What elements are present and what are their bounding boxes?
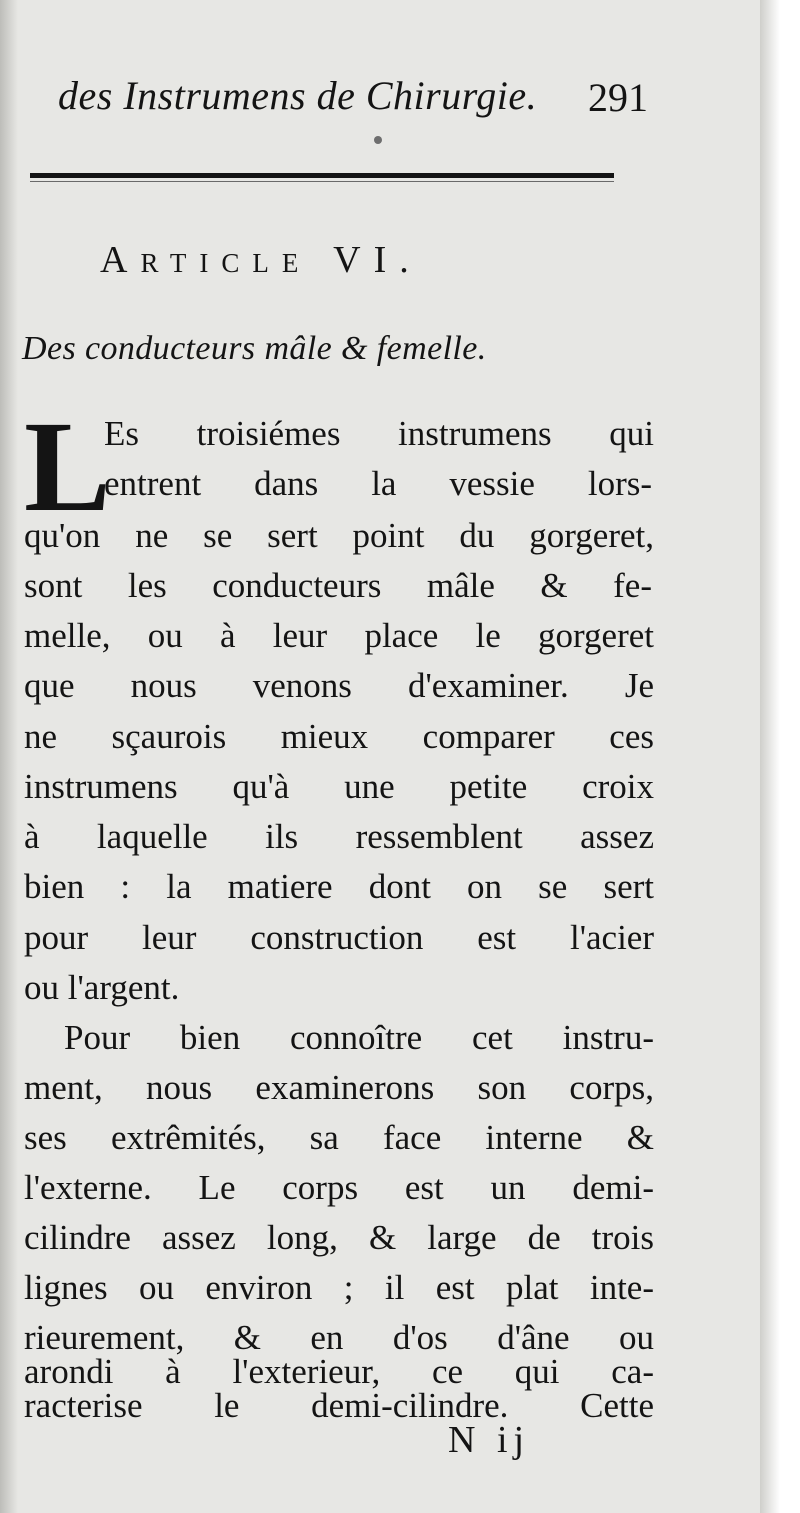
text-line: racterise le demi-cilindre. Cette <box>24 1386 654 1425</box>
running-head-title: des Instrumens de Chirurgie. <box>58 73 538 118</box>
text-line: l'externe. Le corps est un demi- <box>24 1168 654 1207</box>
text-line: ou l'argent. <box>24 968 180 1007</box>
text-line: ses extrêmités, sa face interne & <box>24 1118 654 1157</box>
text-line: instrumens qu'à une petite croix <box>24 767 654 806</box>
page-number: 291 <box>588 75 648 120</box>
text-line: pour leur construction est l'acier <box>24 918 654 957</box>
text-line: sont les conducteurs mâle & fe- <box>24 566 652 605</box>
drop-cap: L <box>24 395 111 539</box>
section-subtitle: Des conducteurs mâle & femelle. <box>22 330 487 367</box>
text-line: à laquelle ils ressemblent assez <box>24 817 654 856</box>
running-head <box>58 72 648 128</box>
text-line: bien : la matiere dont on se sert <box>24 867 654 906</box>
text-line: lignes ou environ ; il est plat inte- <box>24 1268 654 1307</box>
page-edge <box>760 0 780 1513</box>
text-line: qu'on ne se sert point du gorgeret, <box>24 516 654 555</box>
text-line: cilindre assez long, & large de trois <box>24 1218 654 1257</box>
ink-blot <box>374 136 382 144</box>
article-heading: Article VI. <box>100 239 422 281</box>
catchword: N ij <box>448 1419 531 1461</box>
text-line: arondi à l'exterieur, ce qui ca- <box>24 1352 654 1391</box>
text-line: que nous venons d'examiner. Je <box>24 666 654 705</box>
text-line: entrent dans la vessie lors- <box>104 464 652 503</box>
text-line: melle, ou à leur place le gorgeret <box>24 616 654 655</box>
header-rule <box>30 173 614 178</box>
spine-shadow <box>0 0 18 1513</box>
text-line: Es troisiémes instrumens qui <box>104 414 654 453</box>
text-line: ne sçaurois mieux comparer ces <box>24 717 654 756</box>
text-line: Pour bien connoître cet instru- <box>64 1018 654 1057</box>
text-line: rieurement, & en d'os d'âne ou <box>24 1318 654 1357</box>
text-line: ment, nous examinerons son corps, <box>24 1068 654 1107</box>
